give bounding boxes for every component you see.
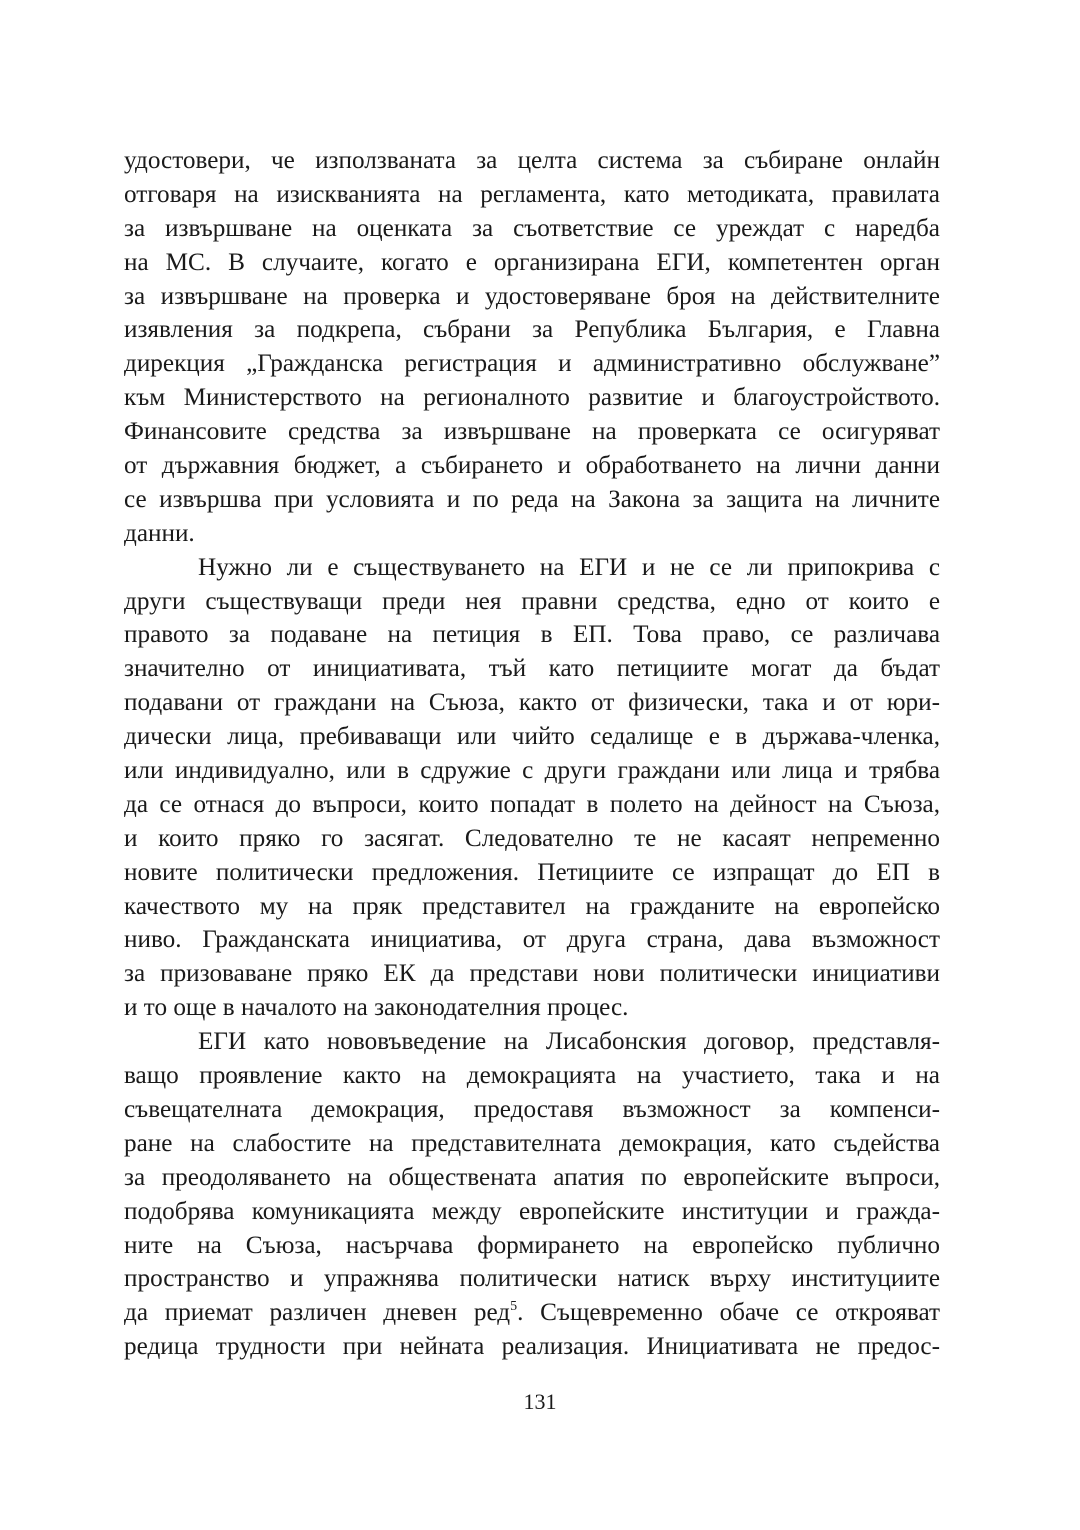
text-line: за извършване на оценката за съответствие се уреждат с наредба — [124, 214, 940, 242]
text-line: подавани от граждани на Съюза, както от физически, така и от юри- — [124, 689, 940, 717]
text-line: или индивидуално, или в сдружие с други граждани или лица и трябва — [124, 757, 940, 785]
text-line: ЕГИ като нововъведение на Лисабонския договор, представля- — [198, 1028, 940, 1056]
text-line: съвещателната демокрация, предоставя възможност за компенси- — [124, 1095, 940, 1123]
text-line: изявления за подкрепа, събрани за Република България, е Главна — [124, 316, 940, 344]
body-text — [124, 144, 940, 1364]
text-line: удостовери, че използваната за целта система за събиране онлайн — [124, 147, 940, 174]
text-line: качеството му на пряк представител на гражданите на европейско — [124, 892, 940, 920]
text-line: новите политически предложения. Петициите се изпращат до ЕП в — [124, 858, 940, 886]
text-line: на МС. В случаите, когато е организирана ЕГИ, компетентен орган — [124, 248, 940, 276]
text-line: дически лица, пребиваващи или чийто седалище е в държава-членка, — [124, 723, 940, 751]
footnote-text-line — [124, 1296, 940, 1330]
text-line: ните на Съюза, насърчава формирането на европейско публично — [124, 1231, 940, 1259]
text-line: Финансовите средства за извършване на проверката се осигуряват — [124, 418, 940, 446]
text-line: ващо проявление както на демокрацията на участието, така и на — [124, 1062, 940, 1090]
text-line: данни. — [124, 519, 195, 547]
text-line: се извършва при условията и по реда на Закона за защита на личните — [124, 485, 940, 513]
text-line: и то още в началото на законодателния процес. — [124, 994, 629, 1022]
text-line: да се отнася до въпроси, които попадат в полето на дейност на Съюза, — [124, 790, 940, 818]
text-line: ране на слабостите на представителната демокрация, като съдейства — [124, 1129, 940, 1157]
text-line: и които пряко го засягат. Следователно те не касаят непременно — [124, 824, 940, 852]
footnote-line-before: да приемат различен дневен ред — [124, 1299, 511, 1327]
paragraph-3 — [124, 1025, 940, 1364]
text-line: редица трудности при нейната реализация. Инициативата не предос- — [124, 1333, 940, 1361]
text-line: за преодоляването на обществената апатия по европейските въпроси, — [124, 1163, 940, 1191]
text-line: за призоваване пряко ЕК да представи нови политически инициативи — [124, 960, 940, 988]
text-line: Нужно ли е съществуването на ЕГИ и не се ли припокрива с — [198, 553, 940, 581]
text-line: към Министерството на регионалното развитие и благоустройството. — [124, 384, 940, 412]
paragraph-2 — [124, 551, 940, 1025]
text-line: пространство и упражнява политически натиск върху институциите — [124, 1265, 940, 1293]
page-number: 131 — [523, 1389, 557, 1414]
text-line: от държавния бюджет, а събирането и обработването на лични данни — [124, 452, 940, 480]
footnote-reference[interactable]: 5 — [510, 1299, 518, 1315]
footnote-line-after: . Същевременно обаче се открояват — [517, 1299, 940, 1327]
text-line: отговаря на изискванията на регламента, като методиката, правилата — [124, 180, 940, 208]
text-line: ниво. Гражданската инициатива, от друга страна, дава възможност — [124, 926, 940, 954]
text-line: подобрява комуникацията между европейските институции и гражда- — [124, 1197, 940, 1225]
text-line: дирекция „Гражданска регистрация и административно обслужване” — [124, 350, 940, 378]
text-line: значително от инициативата, тъй като петициите могат да бъдат — [124, 655, 940, 683]
text-line: за извършване на проверка и удостоверяване броя на действителните — [124, 282, 940, 310]
text-line: други съществуващи преди нея правни средства, едно от които е — [124, 587, 940, 615]
text-line: правото за подаване на петиция в ЕП. Това право, се различава — [124, 621, 940, 649]
paragraph-1 — [124, 144, 940, 551]
